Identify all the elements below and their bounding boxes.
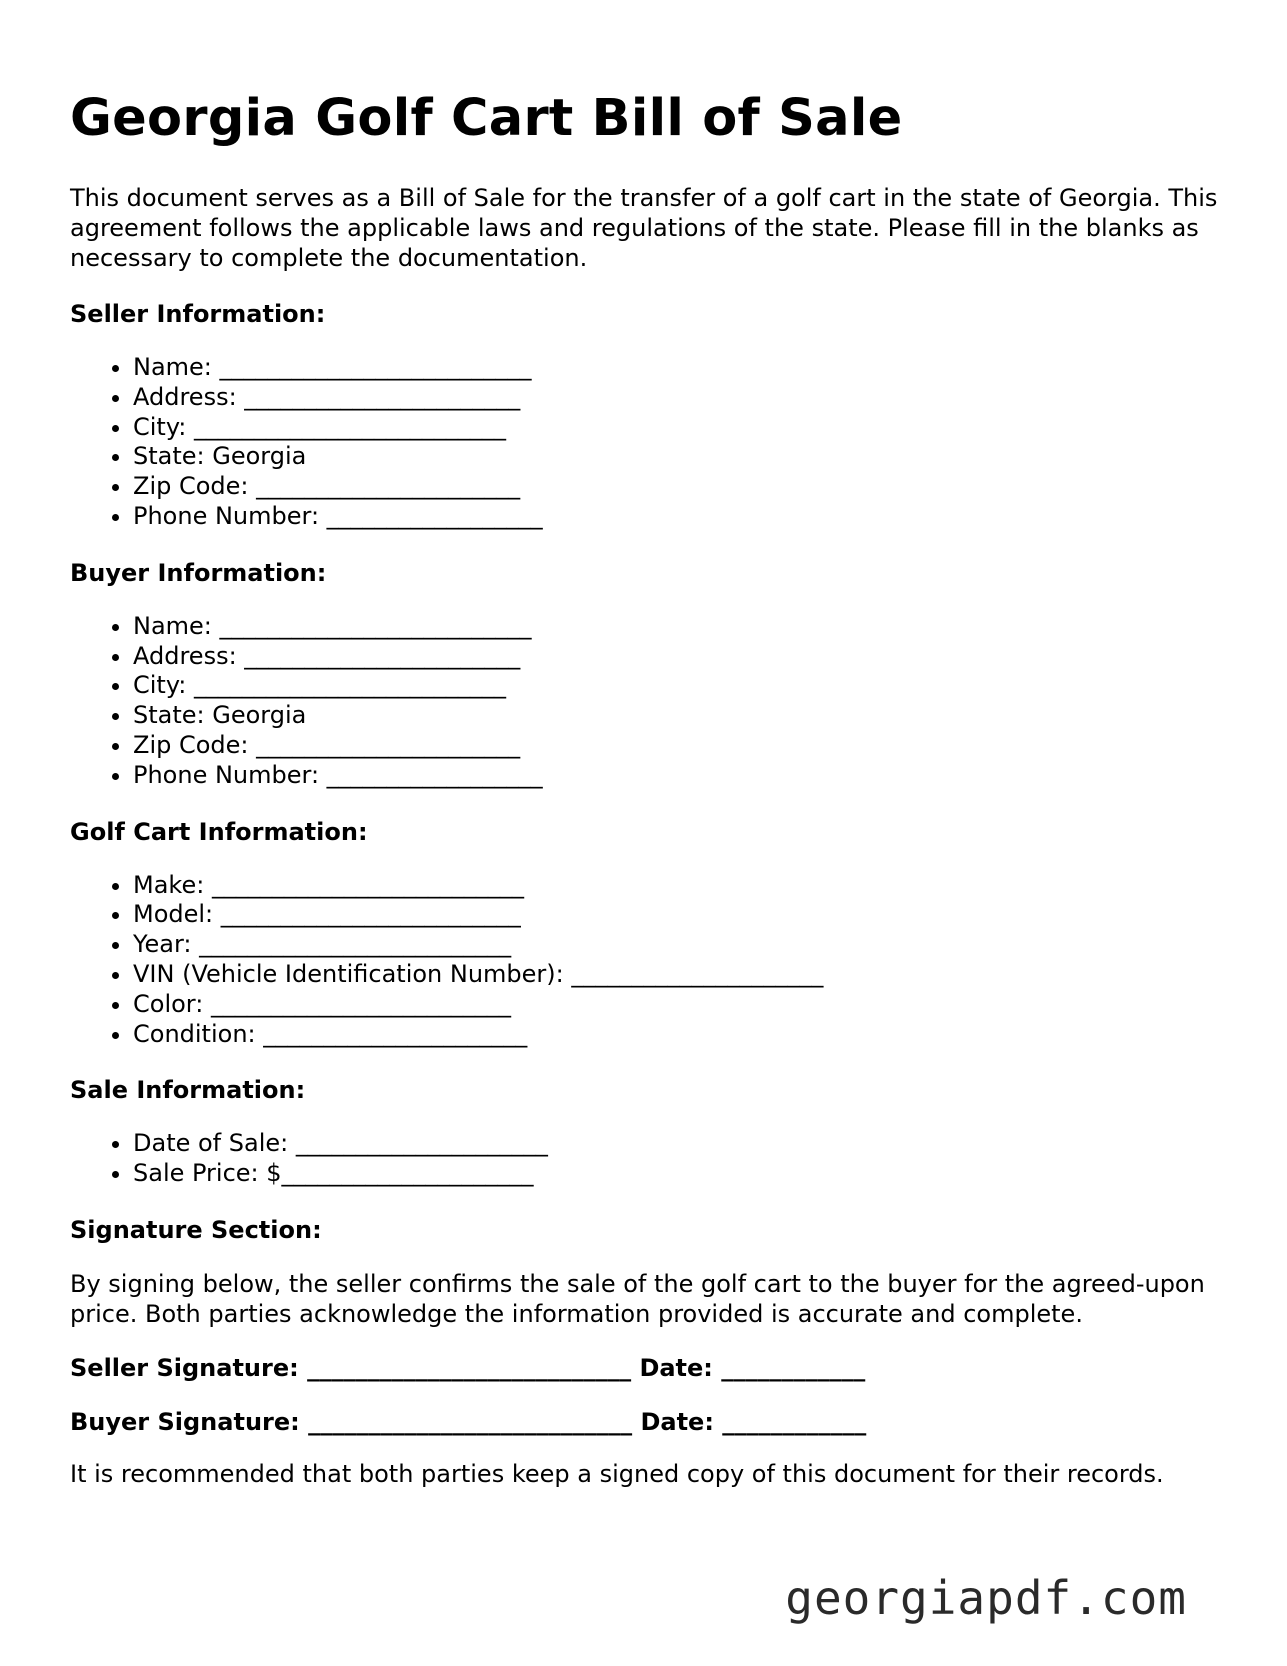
sale-date-field[interactable]: • Date of Sale: _____________________ <box>133 1129 1230 1159</box>
cart-field-list <box>70 871 1230 1050</box>
cart-vin-field[interactable]: • VIN (Vehicle Identification Number): _____________________ <box>133 960 1230 990</box>
buyer-field-list <box>70 612 1230 791</box>
seller-name-field[interactable]: • Name: __________________________ <box>133 353 1230 383</box>
watermark-text: georgiapdf.com <box>785 1571 1187 1625</box>
seller-address-field[interactable]: • Address: _______________________ <box>133 383 1230 413</box>
sale-price-field[interactable]: • Sale Price: $_____________________ <box>133 1159 1230 1189</box>
cart-make-field[interactable]: • Make: __________________________ <box>133 871 1230 901</box>
seller-state-field: • State: Georgia <box>133 442 1230 472</box>
buyer-name-field[interactable]: • Name: __________________________ <box>133 612 1230 642</box>
document-page <box>70 0 1230 1489</box>
cart-model-field[interactable]: • Model: _________________________ <box>133 900 1230 930</box>
buyer-address-field[interactable]: • Address: _______________________ <box>133 642 1230 672</box>
signature-section-heading: Signature Section: <box>70 1215 322 1244</box>
document-title: Georgia Golf Cart Bill of Sale <box>70 89 903 148</box>
seller-field-list <box>70 353 1230 532</box>
signature-paragraph: By signing below, the seller confirms the sale of the golf cart to the buyer for the agreed-upon price. Both parties acknowledge the information provided is accurate and complete. <box>70 1269 1205 1328</box>
buyer-phone-field[interactable]: • Phone Number: __________________ <box>133 761 1230 791</box>
buyer-city-field[interactable]: • City: __________________________ <box>133 671 1230 701</box>
sale-field-list <box>70 1129 1230 1189</box>
buyer-signature-line[interactable]: Buyer Signature: ___________________________ Date: ____________ <box>70 1407 867 1436</box>
buyer-section-heading: Buyer Information: <box>70 558 327 587</box>
seller-signature-line[interactable]: Seller Signature: ___________________________ Date: ____________ <box>70 1353 866 1382</box>
cart-color-field[interactable]: • Color: _________________________ <box>133 990 1230 1020</box>
seller-section-heading: Seller Information: <box>70 300 326 328</box>
cart-year-field[interactable]: • Year: __________________________ <box>133 930 1230 960</box>
intro-paragraph: This document serves as a Bill of Sale for the transfer of a golf cart in the state of Georgia. This agreement follows the applicable laws and regulations of the state. Please fill in the blanks as necessary to complete the documentation. <box>70 184 1218 272</box>
cart-section-heading: Golf Cart Information: <box>70 817 368 846</box>
sale-section-heading: Sale Information: <box>70 1076 306 1105</box>
cart-condition-field[interactable]: • Condition: ______________________ <box>133 1020 1230 1050</box>
buyer-zip-field[interactable]: • Zip Code: ______________________ <box>133 731 1230 761</box>
seller-phone-field[interactable]: • Phone Number: __________________ <box>133 502 1230 532</box>
seller-city-field[interactable]: • City: __________________________ <box>133 413 1230 443</box>
buyer-state-field: • State: Georgia <box>133 701 1230 731</box>
seller-zip-field[interactable]: • Zip Code: ______________________ <box>133 472 1230 502</box>
closing-paragraph: It is recommended that both parties keep a signed copy of this document for their records. <box>70 1459 1164 1488</box>
